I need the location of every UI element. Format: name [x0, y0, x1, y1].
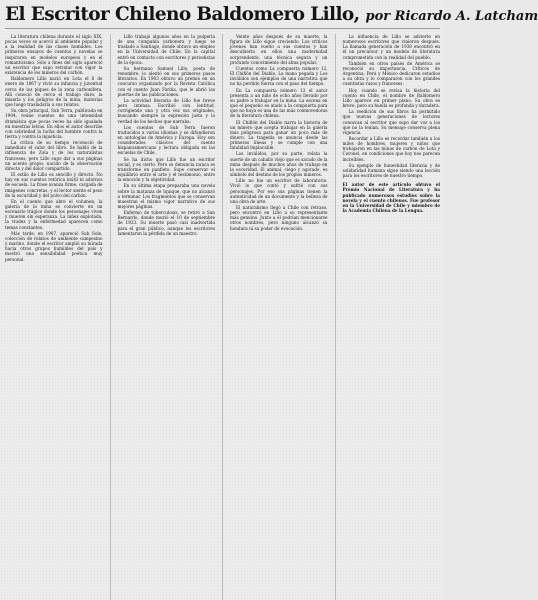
article-paragraph: Su hermano Samuel Lillo, poeta de renombre, lo alentó en sus primeros pasos literarios. En 1903 obtuvo un premio en un concurso organizado por la Revista Católica con el cuento Juan Fariña, que le abrió las puertas de las publicaciones.: [117, 65, 215, 97]
article-paragraph: Veinte años después de su muerte, la figura de Lillo sigue creciendo. Los críticos jóvenes han vuelto a sus cuentos y han descubierto en ellos una modernidad sorprendente, una técnica segura y un profundo conocimiento del alma popular.: [230, 34, 328, 65]
column-divider: [222, 34, 223, 600]
article-column-1: [5, 34, 103, 600]
article-paragraph: El naturalismo llegó a Chile con retraso, pero encontró en Lillo a su representante más genuino. Junto a él podrían mencionarse otros nombres, pero ninguno alcanzó su hondura ni su poder de evocación.: [230, 205, 328, 231]
article-paragraph: El Chiflón del Diablo narra la historia de un minero que acepta trabajar en la galería más peligrosa para ganar un poco más de dinero. La tragedia se anuncia desde las primeras líneas y se cumple con una fatalidad implacable.: [230, 119, 328, 151]
article-paragraph: Cuentos como La compuerta número 12, El Chiflón del Diablo, La mano pegada y Los inválidos son ejemplos de una narrativa que no ha perdido fuerza con el paso del tiempo.: [230, 65, 328, 87]
article-paragraph: La crítica de su tiempo reconoció de inmediato el valor del libro. Se habló de la influencia de Zola y de los naturalistas franceses, pero Lillo supo dar a sus páginas un acento propio, nacido de la observación directa y del dolor compartido.: [5, 140, 103, 171]
article-columns: [5, 34, 440, 600]
article-paragraph: Más tarde, en 1907, apareció Sub Sole, colección de relatos de ambiente campesino y marino, donde el escritor amplió su mirada hacia otros grupos humildes del país y mostró una sensibilidad poética muy personal.: [5, 230, 103, 262]
article-paragraph: Baldomero Lillo nació en Lota el 6 de enero de 1867 y vivió su infancia y juventud cerca de los piques de la zona carbonífera. Allí conoció de cerca el trabajo duro, la miseria y los peligros de la mina, materias que luego trasladaría a sus relatos.: [5, 76, 103, 108]
article-column-3: [230, 34, 328, 600]
column-divider: [335, 34, 336, 600]
article-paragraph: Lillo trabajó algunos años en la pulpería de una compañía carbonera y luego se trasladó a Santiago, donde obtuvo un empleo en la Universidad de Chile. En la capital entró en contacto con escritores y periodistas de la época.: [117, 34, 215, 65]
author-note: El autor de este artículo obtuvo el Premio Nacional de Literatura y ha publicado numerosos estudios sobre la novela y el cuento chilenos. Fue profesor en la Universidad de Chile y miembro de la Academia Chilena de la Lengua.: [342, 182, 440, 213]
article-paragraph: La influencia de Lillo se advierte en numerosos escritores que vinieron después. La llamada generación de 1938 encontró en él un precursor y un modelo de literatura comprometida con la realidad del pueblo.: [342, 34, 440, 60]
article-paragraph: El estilo de Lillo es sencillo y directo. No hay en sus cuentos retórica inútil ni adornos de escuela. La frase avanza firme, cargada de imágenes concretas, y el lector siente el peso de la oscuridad y del polvo del carbón.: [5, 172, 103, 198]
article-paragraph: En su última etapa preparaba una novela sobre la matanza de Iquique, que no alcanzó a terminar. Los fragmentos que se conservan muestran el mismo vigor narrativo de sus mejores páginas.: [117, 183, 215, 209]
article-byline: por Ricardo A. Latcham: [365, 9, 538, 24]
article-paragraph: Los cuentos de Sub Terra fueron traducidos a varios idiomas y se difundieron en antologías de América y Europa. Hoy son considerados clásicos del cuento hispanoamericano y lectura obligada en las escuelas de Chile.: [117, 124, 215, 156]
article-paragraph: Se ha dicho que Lillo fue un escritor social, y es cierto. Pero su denuncia nunca se transformó en panfleto. Supo conservar el equilibrio entre el arte y el testimonio, entre la emoción y la objetividad.: [117, 156, 215, 183]
headline-row: [5, 4, 538, 29]
article-paragraph: En La compuerta número 12 el autor presenta a un niño de ocho años llevado por su padre a trabajar en la mina. La escena en que el pequeño es atado a la compuerta para que no huya es una de las más conmovedoras de la literatura chilena.: [230, 87, 328, 119]
article-paragraph: Su ejemplo de honestidad literaria y de solidaridad humana sigue siendo una lección para los escritores de nuestro tiempo.: [342, 162, 440, 179]
article-paragraph: La literatura chilena durante el siglo XIX, pocas veces se acercó al ambiente popular y a la realidad de las clases humildes. Los primeros ensayos de cuentos y novelas se inspiraron en modelos europeos y en el romanticismo. Sólo a fines del siglo apareció un escritor que supo retratar con vigor la existencia de los mineros del carbón.: [5, 34, 103, 76]
article-paragraph: Lillo no fue un escritor de laboratorio. Vivió lo que contó y sufrió con sus personajes. Por eso sus páginas tienen la autenticidad de un documento y la belleza de una obra de arte.: [230, 178, 328, 204]
article-paragraph: También en otros países de América se reconoció su importancia. Críticos de Argentina, Perú y México dedicaron estudios a su obra y lo compararon con los grandes cuentistas rusos y franceses.: [342, 60, 440, 87]
article-paragraph: La reedición de sus libros ha permitido que nuevas generaciones de lectores conozcan al escritor que supo dar voz a los que no la tenían. Su mensaje conserva plena vigencia.: [342, 109, 440, 135]
article-paragraph: La actividad literaria de Lillo fue breve pero intensa. Escribió con lentitud, corrigiendo una y otra vez sus originales, buscando siempre la expresión justa y la verdad de los hechos que narraba.: [117, 97, 215, 124]
article-headline: El Escritor Chileno Baldomero Lillo,: [5, 4, 360, 25]
column-divider: [110, 34, 111, 600]
article-paragraph: Su obra principal, Sub Terra, publicada en 1904, reúne cuentos de una intensidad dramática que pocas veces ha sido igualada en nuestras letras. En ellos el autor describe con sobriedad la lucha del hombre contra la tierra y contra la injusticia.: [5, 108, 103, 139]
article-paragraph: En el cuento que abre el volumen, la galería de la mina se convierte en un escenario trágico donde los personajes viven y mueren sin esperanza. La niñez explotada, la viudez y la enfermedad aparecen como temas constantes.: [5, 198, 103, 230]
article-column-2: [118, 34, 216, 600]
article-paragraph: Los inválidos, por su parte, relata la suerte de un caballo viejo que es sacado de la mina después de muchos años de trabajo en la oscuridad. El animal, ciego y agotado, es símbolo del destino de los propios mineros.: [230, 151, 328, 178]
article-column-4: [343, 34, 441, 600]
article-paragraph: Enfermo de tuberculosis, se retiró a San Bernardo, donde murió el 10 de septiembre de 1923. Su muerte pasó casi inadvertida para el gran público, aunque los escritores lamentaron la pérdida de un maestro.: [117, 210, 215, 236]
article-paragraph: Recordar a Lillo es recordar también a los miles de hombres, mujeres y niños que trabajaron en las minas de carbón de Lota y Coronel, en condiciones que hoy nos parecen increíbles.: [342, 135, 440, 162]
article-paragraph: Hoy, cuando se revisa la historia del cuento en Chile, el nombre de Baldomero Lillo aparece en primer plano. Su obra es breve, pero su huella es profunda y duradera.: [342, 87, 440, 109]
